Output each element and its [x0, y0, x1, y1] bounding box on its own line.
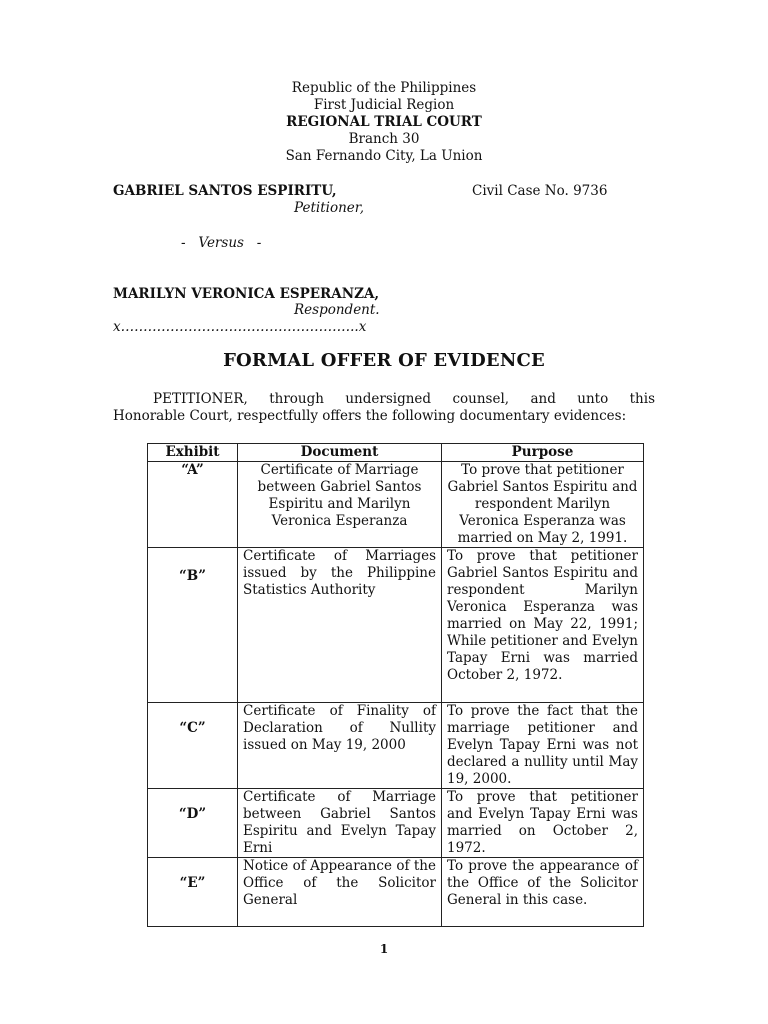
table-row: [148, 789, 644, 858]
table-header-row: [148, 444, 644, 462]
header-city: San Fernando City, La Union: [285, 148, 483, 164]
exhibit-cell: “B”: [148, 548, 238, 703]
exhibit-cell: “C”: [148, 703, 238, 789]
page-number: 1: [379, 942, 389, 956]
header-purpose: Purpose: [442, 444, 644, 462]
table-row: [148, 548, 644, 703]
document-cell: Certificate of Marriage between Gabriel Santos Espiritu and Marilyn Veronica Esperanza: [238, 462, 442, 548]
document-title: FORMAL OFFER OF EVIDENCE: [223, 350, 545, 371]
header-republic: Republic of the Philippines: [291, 80, 477, 96]
respondent-name: MARILYN VERONICA ESPERANZA,: [113, 286, 380, 302]
document-cell: Certificate of Marriages issued by the Philippine Statistics Authority: [238, 548, 442, 703]
table-row: [148, 858, 644, 927]
header-court: REGIONAL TRIAL COURT: [286, 114, 482, 130]
purpose-cell: To prove the appearance of the Office of the Solicitor General in this case.: [442, 858, 644, 927]
header-exhibit: Exhibit: [148, 444, 238, 462]
purpose-cell: To prove that petitioner Gabriel Santos Espiritu and respondent Marilyn Veronica Esperanza was married on May 22, 1991; While petitioner and Evelyn Tapay Erni was married October 2, 1972.: [442, 548, 644, 703]
document-cell: Notice of Appearance of the Office of the Solicitor General: [238, 858, 442, 927]
petitioner-role: Petitioner,: [294, 200, 365, 216]
petitioner-name: GABRIEL SANTOS ESPIRITU,: [113, 183, 337, 199]
purpose-cell: To prove that petitioner and Evelyn Tapay Erni was married on October 2, 1972.: [442, 789, 644, 858]
exhibit-cell: “D”: [148, 789, 238, 858]
intro-paragraph: [113, 391, 655, 425]
table-row: [148, 703, 644, 789]
header-document: Document: [238, 444, 442, 462]
header-region: First Judicial Region: [313, 97, 455, 113]
purpose-cell: To prove that petitioner Gabriel Santos Espiritu and respondent Marilyn Veronica Esperanza was married on May 2, 1991.: [442, 462, 644, 548]
table-row: [148, 462, 644, 548]
evidence-table: [147, 443, 644, 927]
header-branch: Branch 30: [348, 131, 420, 147]
purpose-cell: To prove the fact that the marriage petitioner and Evelyn Tapay Erni was not declared a nullity until May 19, 2000.: [442, 703, 644, 789]
exhibit-cell: “E”: [148, 858, 238, 927]
intro-line-1: PETITIONER, through undersigned counsel, and unto this: [153, 391, 655, 407]
exhibit-cell: “A”: [148, 462, 238, 548]
document-cell: Certificate of Finality of Declaration of Nullity issued on May 19, 2000: [238, 703, 442, 789]
respondent-role: Respondent.: [294, 302, 380, 318]
caption-separator: x……………………………………………..x: [113, 319, 367, 335]
document-cell: Certificate of Marriage between Gabriel Santos Espiritu and Evelyn Tapay Erni: [238, 789, 442, 858]
intro-line-2: Honorable Court, respectfully offers the following documentary evidences:: [113, 408, 627, 424]
versus-label: - Versus -: [181, 235, 262, 251]
case-number: Civil Case No. 9736: [472, 183, 608, 199]
